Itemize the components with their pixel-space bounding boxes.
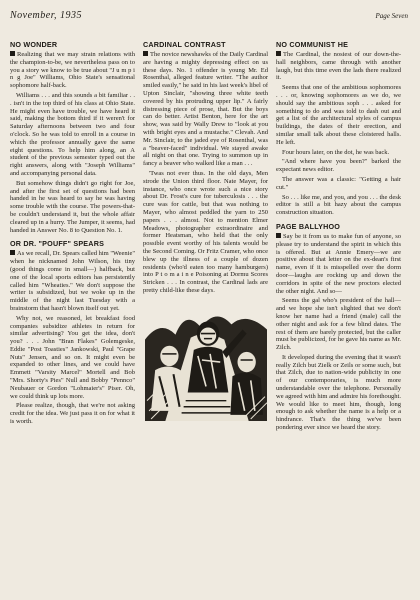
article-columns [10,40,408,596]
page-number: Page Seven [375,12,408,20]
square-bullet-icon [143,51,148,56]
paragraph: As we recall, Dr. Spears called him "Weenie" when he nicknamed John Wilson, his tiny (good things come in small—) halfback, but one of the local sports editors has persistently called him "Wheaties." We don't suppose the writer is subsidized, but we woke up in the middle of the night last Tuesday with a brainstorm that hasn't blown itself out yet. [10,250,135,312]
heading-cardinal-contrast: CARDINAL CONTRAST [143,40,226,49]
square-bullet-icon [276,51,281,56]
paragraph: The answer was a classic: "Getting a hair cut." [276,175,401,191]
issue-date: November, 1935 [10,10,82,21]
woodcut-illustration [145,299,267,421]
square-bullet-icon [10,250,15,255]
paragraph: 'Twas not ever thus. In the old days, Men strode the Union third floor. Nate Mayer, for instance, who once wrote such a nice story about Dr. Frost's cure for tuberculosis . . . the cure was for cattle, but that was nothing to Mayer, who almost peddled the yarn to 250 papers . . . almost. Not to mention Elmer Meadows, photographer extraordinaire and former Heatsman, who held that the only possible event worthy of his talents would be the Second Coming. Or Fritz Cramer, who once blew up the illness of a couple of dozen residents (who'd eaten too many hamburgers) into P t o m a i n e Poisoning at Dormu Scores Stricken . . . In contrast, the Cardinal lads are pretty child-like these days. [143,169,268,294]
heading-page-ballyhoo: PAGE BALLYHOO [276,221,341,231]
square-bullet-icon [10,51,15,56]
square-bullet-icon [276,233,281,238]
paragraph: Please realize, though, that we're not asking credit for the idea. We just pass it on for what it is worth. [10,402,135,426]
paragraph: But somehow things didn't go right for Joe, and after the first set of questions had been handed in he was heard to say he was having some trouble with the course. The powers-that-be couldn't understand it, but the whole affair cleared up in a hurry. The Jumper, it seems, had handed in Answer No. 8 to Question No. 1. [10,179,135,234]
paragraph: Realizing that we may strain relations with the champion-to-be, we nevertheless pass on to you a story we know to be true about "J u m p i n g Joe" Williams, Ohio State's sensational sophomore half-back. [10,51,135,90]
heading-no-wonder: NO WONDER [10,40,58,49]
column-right [276,40,401,596]
column-left [10,40,135,596]
heading-no-communist: NO COMMUNIST HE [276,40,349,49]
paragraph: The Cardinal, the nosiest of our down-the-hall neighbors, came through with another laugh, but this time even the lads there realized it. [276,51,401,82]
paragraph: Seems that one of the ambitious sophomores . . . or, knowing sophomores as we do, we should say the ambitious soph . . . asked for something to do and was told to dash out and get a list of the architectural styles of campus buildings, the dates of their erection, and similar small talk about these cloistered halls. He left. [276,84,401,146]
paragraph: Williams . . . and this sounds a bit familiar . . . isn't in the top third of his class at Ohio State. He might even have trouble, we have heard it said, making the bottom third if it weren't for Saturday afternoons between two and four o'clock. So he was told to enroll in a course in which the professor annually gave the same eight questions. To help him along, an A student of the previous semester typed out the right answers, along with "Joseph Williams" and accompanying personal data. [10,91,135,177]
paragraph: Say be it from us to make fun of anyone, so please try to understand the spirit in which this is offered. But at Annie Emery—we are positive about that letter on the ex-dean's first name, even if it is misspelled over the dorm door—laughs are rocking up and down the corridors in spite of the new proctors elected the other night. And so— [276,232,401,295]
column-middle [143,40,268,596]
paragraph: Why not, we reasoned, let breakfast food companies subsidize athletes in return for similar advertising? You get the idea, don't you? . . . John "Bran Flakes" Golemgeske, Eddie "Post Toasties" Jankowski, Paul "Grape Nuts" Jensen, and so on. It might even be expanded to other lines, and we could have Emmett "Varsity Marcel" Mortell and Bob "Mrs. Shorty's Pies" Null and Bobby "Pennco" Neubauer or Gordon "Lohmaier's" Piser. Oh, we could think up lots more. [10,314,135,400]
paragraph: Four hours later, on the dot, he was back. [282,148,390,156]
paragraph: It developed during the evening that it wasn't really Zilch but Zielk or Zeils or some such, but that Zilch, due to nation-wide publicity in one of our contemporaries, is much more understandable over the telephone. Personally we agreed with him and admire his forethought. We would like to meet him, though, long enough to ask whether the name is a help or a hindrance. That's the thing we've been pondering ever since we heard the story. [276,353,401,432]
page-header [10,10,408,26]
heading-pouff-spears: OR DR. "POUFF" SPEARS [10,239,105,249]
paragraph: "And where have you been?" barked the expectant news editor. [276,158,401,174]
paragraph: The novice newshawks of the Daily Cardinal are having a mighty depressing effect on us these days. No. 1 offender is young Mr. Ed Rosenthal, alleged feature writer. "The author smiled easily," he said in his last week's libel of Upton Sinclair, "showing three white teeth covered by his protruding upper lip." A fairly distressing piece of prose, that. But the boys can do better. Artist Benton, here for the art show, was said by Wally Drew to "look at you with bright eyes and a mustache." Clevah. And Mr. Sinclair, to the jaded eye of Rosenthal, was a "beaver-faced" individual. We stayed awake all night on that one. Trying to summon up in fancy a beaver who walked like a man . . . [143,51,268,168]
paragraph: So . . . like me, and you, and you . . . the desk editor is still a bit hazy about the campus construction situation. [276,193,401,217]
paragraph: Seems the gal who's president of the hall—and we hope she isn't slighted that we don't know her name had a friend (male) call the other night and ask for a few blind dates. The rest of them are barely protected, but the caller must be publicized, for he gave his name as Mr. Zilch. [276,297,401,352]
